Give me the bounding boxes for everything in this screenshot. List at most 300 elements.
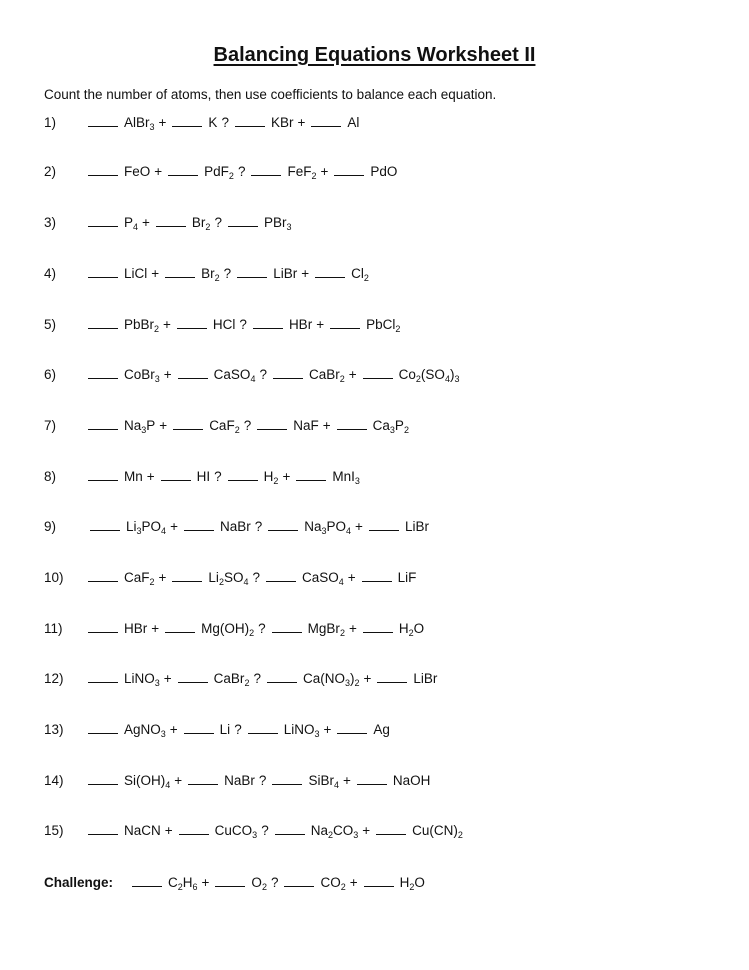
formula-text: CaF bbox=[124, 570, 150, 585]
subscript: 2 bbox=[228, 171, 234, 181]
subscript: 3 bbox=[154, 678, 160, 688]
subscript: 3 bbox=[389, 425, 395, 435]
subscript: 2 bbox=[408, 628, 414, 638]
coefficient-blank[interactable] bbox=[273, 377, 303, 379]
coefficient-blank[interactable] bbox=[161, 479, 191, 481]
equation-number: 8) bbox=[44, 469, 57, 484]
subscript: 2 bbox=[409, 882, 415, 892]
formula-text: C bbox=[168, 875, 178, 890]
coefficient-blank[interactable] bbox=[177, 327, 207, 329]
coefficient-blank[interactable] bbox=[184, 529, 214, 531]
formula-text: AgNO bbox=[124, 722, 161, 737]
chemical-formula bbox=[332, 469, 360, 484]
coefficient-blank[interactable] bbox=[88, 732, 118, 734]
coefficient-blank[interactable] bbox=[237, 276, 267, 278]
formula-text: H bbox=[398, 621, 409, 636]
formula-text: LiBr bbox=[404, 519, 429, 534]
yields-arrow: ? bbox=[214, 215, 222, 230]
coefficient-blank[interactable] bbox=[88, 479, 118, 481]
formula-text: LiBr bbox=[413, 671, 438, 686]
plus-sign: + bbox=[320, 164, 329, 179]
coefficient-blank[interactable] bbox=[228, 225, 258, 227]
formula-text: PdF bbox=[204, 164, 229, 179]
coefficient-blank[interactable] bbox=[165, 276, 195, 278]
formula-text: CaSO bbox=[213, 367, 251, 382]
subscript: 2 bbox=[261, 882, 267, 892]
subscript: 3 bbox=[354, 476, 360, 486]
subscript: 2 bbox=[395, 324, 401, 334]
coefficient-blank[interactable] bbox=[215, 885, 245, 887]
chemical-formula bbox=[220, 722, 231, 737]
coefficient-blank[interactable] bbox=[88, 327, 118, 329]
challenge-label: Challenge: bbox=[44, 875, 114, 890]
coefficient-blank[interactable] bbox=[88, 225, 118, 227]
formula-text: CoBr bbox=[124, 367, 155, 382]
formula-text: PbBr bbox=[124, 317, 155, 332]
equation-number: 7) bbox=[44, 418, 57, 433]
coefficient-blank[interactable] bbox=[88, 631, 118, 633]
coefficient-blank[interactable] bbox=[272, 631, 302, 633]
coefficient-blank[interactable] bbox=[337, 428, 367, 430]
formula-text: CuCO bbox=[214, 823, 253, 838]
formula-text: LiNO bbox=[124, 671, 155, 686]
coefficient-blank[interactable] bbox=[267, 681, 297, 683]
formula-text: FeF bbox=[287, 164, 312, 179]
subscript: 2 bbox=[273, 476, 279, 486]
formula-text: Si(OH) bbox=[124, 773, 166, 788]
coefficient-blank[interactable] bbox=[284, 885, 314, 887]
formula-text: SO bbox=[223, 570, 244, 585]
formula-text: HBr bbox=[288, 317, 313, 332]
yields-arrow: ? bbox=[254, 519, 263, 534]
coefficient-blank[interactable] bbox=[173, 428, 203, 430]
chemical-formula bbox=[124, 671, 160, 686]
coefficient-blank[interactable] bbox=[296, 479, 326, 481]
chemical-formula bbox=[214, 671, 250, 686]
coefficient-blank[interactable] bbox=[88, 125, 118, 127]
plus-sign: + bbox=[362, 823, 371, 838]
chemical-formula bbox=[220, 519, 251, 534]
chemical-formula bbox=[400, 875, 425, 890]
chemical-formula bbox=[273, 266, 297, 281]
chemical-formula bbox=[399, 621, 424, 636]
plus-sign: + bbox=[316, 317, 325, 332]
subscript: 4 bbox=[243, 577, 249, 587]
formula-text: O bbox=[414, 875, 425, 890]
subscript: 6 bbox=[192, 882, 198, 892]
chemical-formula bbox=[192, 215, 211, 230]
chemical-formula bbox=[308, 773, 339, 788]
plus-sign: + bbox=[154, 164, 163, 179]
chemical-formula bbox=[284, 722, 320, 737]
coefficient-blank[interactable] bbox=[156, 225, 186, 227]
chemical-formula bbox=[393, 773, 431, 788]
coefficient-blank[interactable] bbox=[88, 174, 118, 176]
coefficient-blank[interactable] bbox=[272, 783, 302, 785]
equation-number: 6) bbox=[44, 367, 57, 382]
chemical-formula bbox=[303, 671, 360, 686]
formula-text: NaBr bbox=[224, 773, 255, 788]
coefficient-blank[interactable] bbox=[172, 580, 202, 582]
chemical-formula bbox=[124, 367, 160, 382]
coefficient-blank[interactable] bbox=[253, 327, 283, 329]
plus-sign: + bbox=[164, 823, 173, 838]
subscript: 2 bbox=[205, 222, 211, 232]
formula-text: CaSO bbox=[302, 570, 339, 585]
formula-text: Li bbox=[219, 722, 231, 737]
equation-number: 9) bbox=[44, 519, 57, 534]
formula-text: CaF bbox=[209, 418, 235, 433]
plus-sign: + bbox=[282, 469, 291, 484]
chemical-formula bbox=[201, 266, 220, 281]
formula-text: SiBr bbox=[308, 773, 334, 788]
subscript: 3 bbox=[160, 729, 166, 739]
subscript: 4 bbox=[161, 526, 167, 536]
chemical-formula bbox=[124, 164, 150, 179]
plus-sign: + bbox=[170, 519, 178, 534]
subscript: 2 bbox=[244, 678, 250, 688]
formula-text: NaBr bbox=[219, 519, 251, 534]
formula-text: LiNO bbox=[283, 722, 315, 737]
subscript: 3 bbox=[321, 526, 327, 536]
chemical-formula bbox=[124, 621, 147, 636]
plus-sign: + bbox=[201, 875, 210, 890]
chemical-formula bbox=[168, 875, 198, 890]
yields-arrow: ? bbox=[223, 266, 232, 281]
yields-arrow: ? bbox=[252, 570, 260, 585]
coefficient-blank[interactable] bbox=[88, 783, 118, 785]
chemical-formula bbox=[311, 823, 359, 838]
coefficient-blank[interactable] bbox=[330, 327, 360, 329]
subscript: 3 bbox=[314, 729, 320, 739]
plus-sign: + bbox=[159, 418, 168, 433]
chemical-formula bbox=[264, 215, 292, 230]
coefficient-blank[interactable] bbox=[132, 885, 162, 887]
chemical-formula bbox=[124, 115, 155, 130]
equation-number: 4) bbox=[44, 266, 57, 281]
coefficient-blank[interactable] bbox=[311, 125, 341, 127]
chemical-formula bbox=[412, 823, 463, 838]
subscript: 2 bbox=[218, 577, 224, 587]
subscript: 2 bbox=[340, 882, 346, 892]
plus-sign: + bbox=[158, 570, 167, 585]
worksheet-title: Balancing Equations Worksheet II bbox=[213, 44, 536, 66]
coefficient-blank[interactable] bbox=[172, 125, 202, 127]
coefficient-blank[interactable] bbox=[88, 681, 118, 683]
formula-text: PO bbox=[141, 519, 162, 534]
formula-text: LiCl bbox=[124, 266, 148, 281]
coefficient-blank[interactable] bbox=[251, 174, 281, 176]
chemical-formula bbox=[347, 115, 359, 130]
formula-text: ) bbox=[350, 671, 355, 686]
formula-text: CaBr bbox=[213, 671, 245, 686]
coefficient-blank[interactable] bbox=[88, 377, 118, 379]
formula-text: HBr bbox=[124, 621, 148, 636]
subscript: 4 bbox=[444, 374, 450, 384]
formula-text: FeO bbox=[124, 164, 151, 179]
equation-number: 11) bbox=[44, 621, 63, 636]
formula-text: Co bbox=[398, 367, 416, 382]
coefficient-blank[interactable] bbox=[165, 631, 195, 633]
subscript: 4 bbox=[338, 577, 344, 587]
formula-text: Ca(NO bbox=[302, 671, 345, 686]
formula-text: PbCl bbox=[366, 317, 396, 332]
coefficient-blank[interactable] bbox=[275, 833, 305, 835]
chemical-formula bbox=[124, 773, 170, 788]
formula-text: CaBr bbox=[308, 367, 340, 382]
chemical-formula bbox=[208, 115, 217, 130]
subscript: 2 bbox=[354, 678, 360, 688]
subscript: 2 bbox=[177, 882, 183, 892]
subscript: 2 bbox=[234, 425, 240, 435]
coefficient-blank[interactable] bbox=[376, 833, 406, 835]
equation-number: 13) bbox=[44, 722, 64, 737]
coefficient-blank[interactable] bbox=[337, 732, 367, 734]
plus-sign: + bbox=[151, 621, 160, 636]
chemical-formula bbox=[124, 317, 159, 332]
chemical-formula bbox=[213, 317, 236, 332]
yields-arrow: ? bbox=[234, 722, 242, 737]
chemical-formula bbox=[398, 570, 417, 585]
formula-text: Cu(CN) bbox=[412, 823, 458, 838]
coefficient-blank[interactable] bbox=[266, 580, 296, 582]
formula-text: NaCN bbox=[124, 823, 161, 838]
subscript: 2 bbox=[154, 324, 160, 334]
plus-sign: + bbox=[158, 115, 167, 130]
chemical-formula bbox=[215, 823, 258, 838]
subscript: 2 bbox=[214, 273, 220, 283]
chemical-formula bbox=[302, 570, 344, 585]
subscript: 2 bbox=[363, 273, 369, 283]
plus-sign: + bbox=[363, 671, 372, 686]
subscript: 2 bbox=[403, 425, 409, 435]
chemical-formula bbox=[251, 875, 267, 890]
chemical-formula bbox=[264, 469, 279, 484]
subscript: 3 bbox=[353, 830, 359, 840]
plus-sign: + bbox=[348, 367, 357, 382]
plus-sign: + bbox=[348, 621, 357, 636]
equation-number: 10) bbox=[44, 570, 64, 585]
formula-text: Al bbox=[347, 115, 360, 130]
subscript: 3 bbox=[136, 526, 142, 536]
chemical-formula bbox=[209, 418, 240, 433]
chemical-formula bbox=[293, 418, 319, 433]
formula-text: MnI bbox=[332, 469, 355, 484]
formula-text: CO bbox=[332, 823, 354, 838]
formula-text: K bbox=[208, 115, 218, 130]
coefficient-blank[interactable] bbox=[257, 428, 287, 430]
formula-text: AlBr bbox=[124, 115, 150, 130]
formula-text: PBr bbox=[263, 215, 287, 230]
formula-text: P bbox=[394, 418, 404, 433]
chemical-formula bbox=[320, 875, 345, 890]
subscript: 3 bbox=[344, 678, 350, 688]
formula-text: Na bbox=[304, 519, 322, 534]
plus-sign: + bbox=[322, 418, 331, 433]
chemical-formula bbox=[309, 367, 345, 382]
plus-sign: + bbox=[347, 570, 356, 585]
equation-number: 14) bbox=[44, 773, 64, 788]
subscript: 4 bbox=[333, 780, 339, 790]
subscript: 2 bbox=[327, 830, 333, 840]
coefficient-blank[interactable] bbox=[188, 783, 218, 785]
plus-sign: + bbox=[169, 722, 178, 737]
coefficient-blank[interactable] bbox=[364, 885, 394, 887]
plus-sign: + bbox=[146, 469, 155, 484]
coefficient-blank[interactable] bbox=[178, 681, 208, 683]
chemical-formula bbox=[201, 621, 254, 636]
subscript: 3 bbox=[141, 425, 147, 435]
equation-number: 2) bbox=[44, 164, 57, 179]
yields-arrow: ? bbox=[253, 671, 261, 686]
plus-sign: + bbox=[297, 115, 306, 130]
formula-text: P bbox=[146, 418, 156, 433]
subscript: 4 bbox=[250, 374, 256, 384]
formula-text: Na bbox=[310, 823, 328, 838]
coefficient-blank[interactable] bbox=[179, 833, 209, 835]
yields-arrow: ? bbox=[259, 367, 267, 382]
subscript: 3 bbox=[286, 222, 292, 232]
formula-text: (SO bbox=[420, 367, 445, 382]
formula-text: NaOH bbox=[392, 773, 431, 788]
subscript: 2 bbox=[311, 171, 317, 181]
chemical-formula bbox=[370, 164, 397, 179]
formula-text: Br bbox=[201, 266, 215, 281]
equation-number: 5) bbox=[44, 317, 57, 332]
plus-sign: + bbox=[355, 519, 363, 534]
subscript: 3 bbox=[149, 122, 155, 132]
formula-text: LiBr bbox=[273, 266, 298, 281]
yields-arrow: ? bbox=[221, 115, 229, 130]
subscript: 2 bbox=[249, 628, 255, 638]
chemical-formula bbox=[124, 823, 161, 838]
chemical-formula bbox=[124, 570, 155, 585]
formula-text: Cl bbox=[351, 266, 364, 281]
plus-sign: + bbox=[142, 215, 150, 230]
coefficient-blank[interactable] bbox=[168, 174, 198, 176]
coefficient-blank[interactable] bbox=[228, 479, 258, 481]
yields-arrow: ? bbox=[261, 823, 269, 838]
chemical-formula bbox=[289, 317, 312, 332]
chemical-formula bbox=[271, 115, 294, 130]
chemical-formula bbox=[197, 469, 211, 484]
chemical-formula bbox=[126, 519, 166, 534]
formula-text: Br bbox=[191, 215, 206, 230]
formula-text: H bbox=[263, 469, 274, 484]
chemical-formula bbox=[204, 164, 234, 179]
plus-sign: + bbox=[342, 773, 351, 788]
coefficient-blank[interactable] bbox=[362, 580, 392, 582]
subscript: 3 bbox=[454, 374, 460, 384]
coefficient-blank[interactable] bbox=[268, 529, 298, 531]
formula-text: O bbox=[251, 875, 262, 890]
equation-number: 15) bbox=[44, 823, 64, 838]
coefficient-blank[interactable] bbox=[88, 428, 118, 430]
chemical-formula bbox=[224, 773, 255, 788]
chemical-formula bbox=[405, 519, 429, 534]
plus-sign: + bbox=[163, 367, 172, 382]
formula-text: Li bbox=[126, 519, 137, 534]
formula-text: MgBr bbox=[307, 621, 340, 636]
subscript: 3 bbox=[252, 830, 258, 840]
yields-arrow: ? bbox=[270, 875, 279, 890]
plus-sign: + bbox=[323, 722, 332, 737]
formula-text: KBr bbox=[270, 115, 294, 130]
chemical-formula bbox=[373, 418, 409, 433]
yields-arrow: ? bbox=[243, 418, 252, 433]
subscript: 2 bbox=[339, 374, 345, 384]
chemical-formula bbox=[413, 671, 437, 686]
yields-arrow: ? bbox=[258, 773, 267, 788]
formula-text: ) bbox=[449, 367, 455, 382]
coefficient-blank[interactable] bbox=[178, 377, 208, 379]
coefficient-blank[interactable] bbox=[248, 732, 278, 734]
formula-text: H bbox=[399, 875, 410, 890]
yields-arrow: ? bbox=[258, 621, 266, 636]
plus-sign: + bbox=[301, 266, 310, 281]
chemical-formula bbox=[304, 519, 351, 534]
instructions-text: Count the number of atoms, then use coefficients to balance each equation. bbox=[44, 87, 497, 102]
chemical-formula bbox=[399, 367, 460, 382]
formula-text: Li bbox=[208, 570, 219, 585]
coefficient-blank[interactable] bbox=[90, 529, 120, 531]
coefficient-blank[interactable] bbox=[377, 681, 407, 683]
equation-number: 1) bbox=[44, 115, 57, 130]
coefficient-blank[interactable] bbox=[363, 631, 393, 633]
chemical-formula bbox=[373, 722, 390, 737]
chemical-formula bbox=[214, 367, 256, 382]
equation-number: 3) bbox=[44, 215, 57, 230]
formula-text: P bbox=[124, 215, 134, 230]
plus-sign: + bbox=[163, 317, 171, 332]
formula-text: PO bbox=[326, 519, 347, 534]
coefficient-blank[interactable] bbox=[363, 377, 393, 379]
chemical-formula bbox=[124, 722, 166, 737]
yields-arrow: ? bbox=[237, 164, 246, 179]
plus-sign: + bbox=[163, 671, 172, 686]
formula-text: Mn bbox=[124, 469, 143, 484]
plus-sign: + bbox=[151, 266, 160, 281]
coefficient-blank[interactable] bbox=[88, 580, 118, 582]
formula-text: Ca bbox=[372, 418, 390, 433]
coefficient-blank[interactable] bbox=[357, 783, 387, 785]
coefficient-blank[interactable] bbox=[184, 732, 214, 734]
formula-text: O bbox=[413, 621, 425, 636]
formula-text: HI bbox=[196, 469, 211, 484]
plus-sign: + bbox=[349, 875, 358, 890]
coefficient-blank[interactable] bbox=[369, 529, 399, 531]
yields-arrow: ? bbox=[214, 469, 222, 484]
formula-text: CO bbox=[320, 875, 341, 890]
formula-text: H bbox=[182, 875, 193, 890]
chemical-formula bbox=[124, 418, 155, 433]
coefficient-blank[interactable] bbox=[315, 276, 345, 278]
coefficient-blank[interactable] bbox=[334, 174, 364, 176]
formula-text: LiF bbox=[397, 570, 417, 585]
chemical-formula bbox=[208, 570, 248, 585]
chemical-formula bbox=[124, 469, 143, 484]
subscript: 2 bbox=[339, 628, 345, 638]
subscript: 2 bbox=[415, 374, 421, 384]
formula-text: Ag bbox=[373, 722, 390, 737]
formula-text: HCl bbox=[212, 317, 236, 332]
coefficient-blank[interactable] bbox=[88, 276, 118, 278]
subscript: 2 bbox=[149, 577, 155, 587]
coefficient-blank[interactable] bbox=[88, 833, 118, 835]
chemical-formula bbox=[287, 164, 316, 179]
coefficient-blank[interactable] bbox=[235, 125, 265, 127]
equation-number: 12) bbox=[44, 671, 64, 686]
